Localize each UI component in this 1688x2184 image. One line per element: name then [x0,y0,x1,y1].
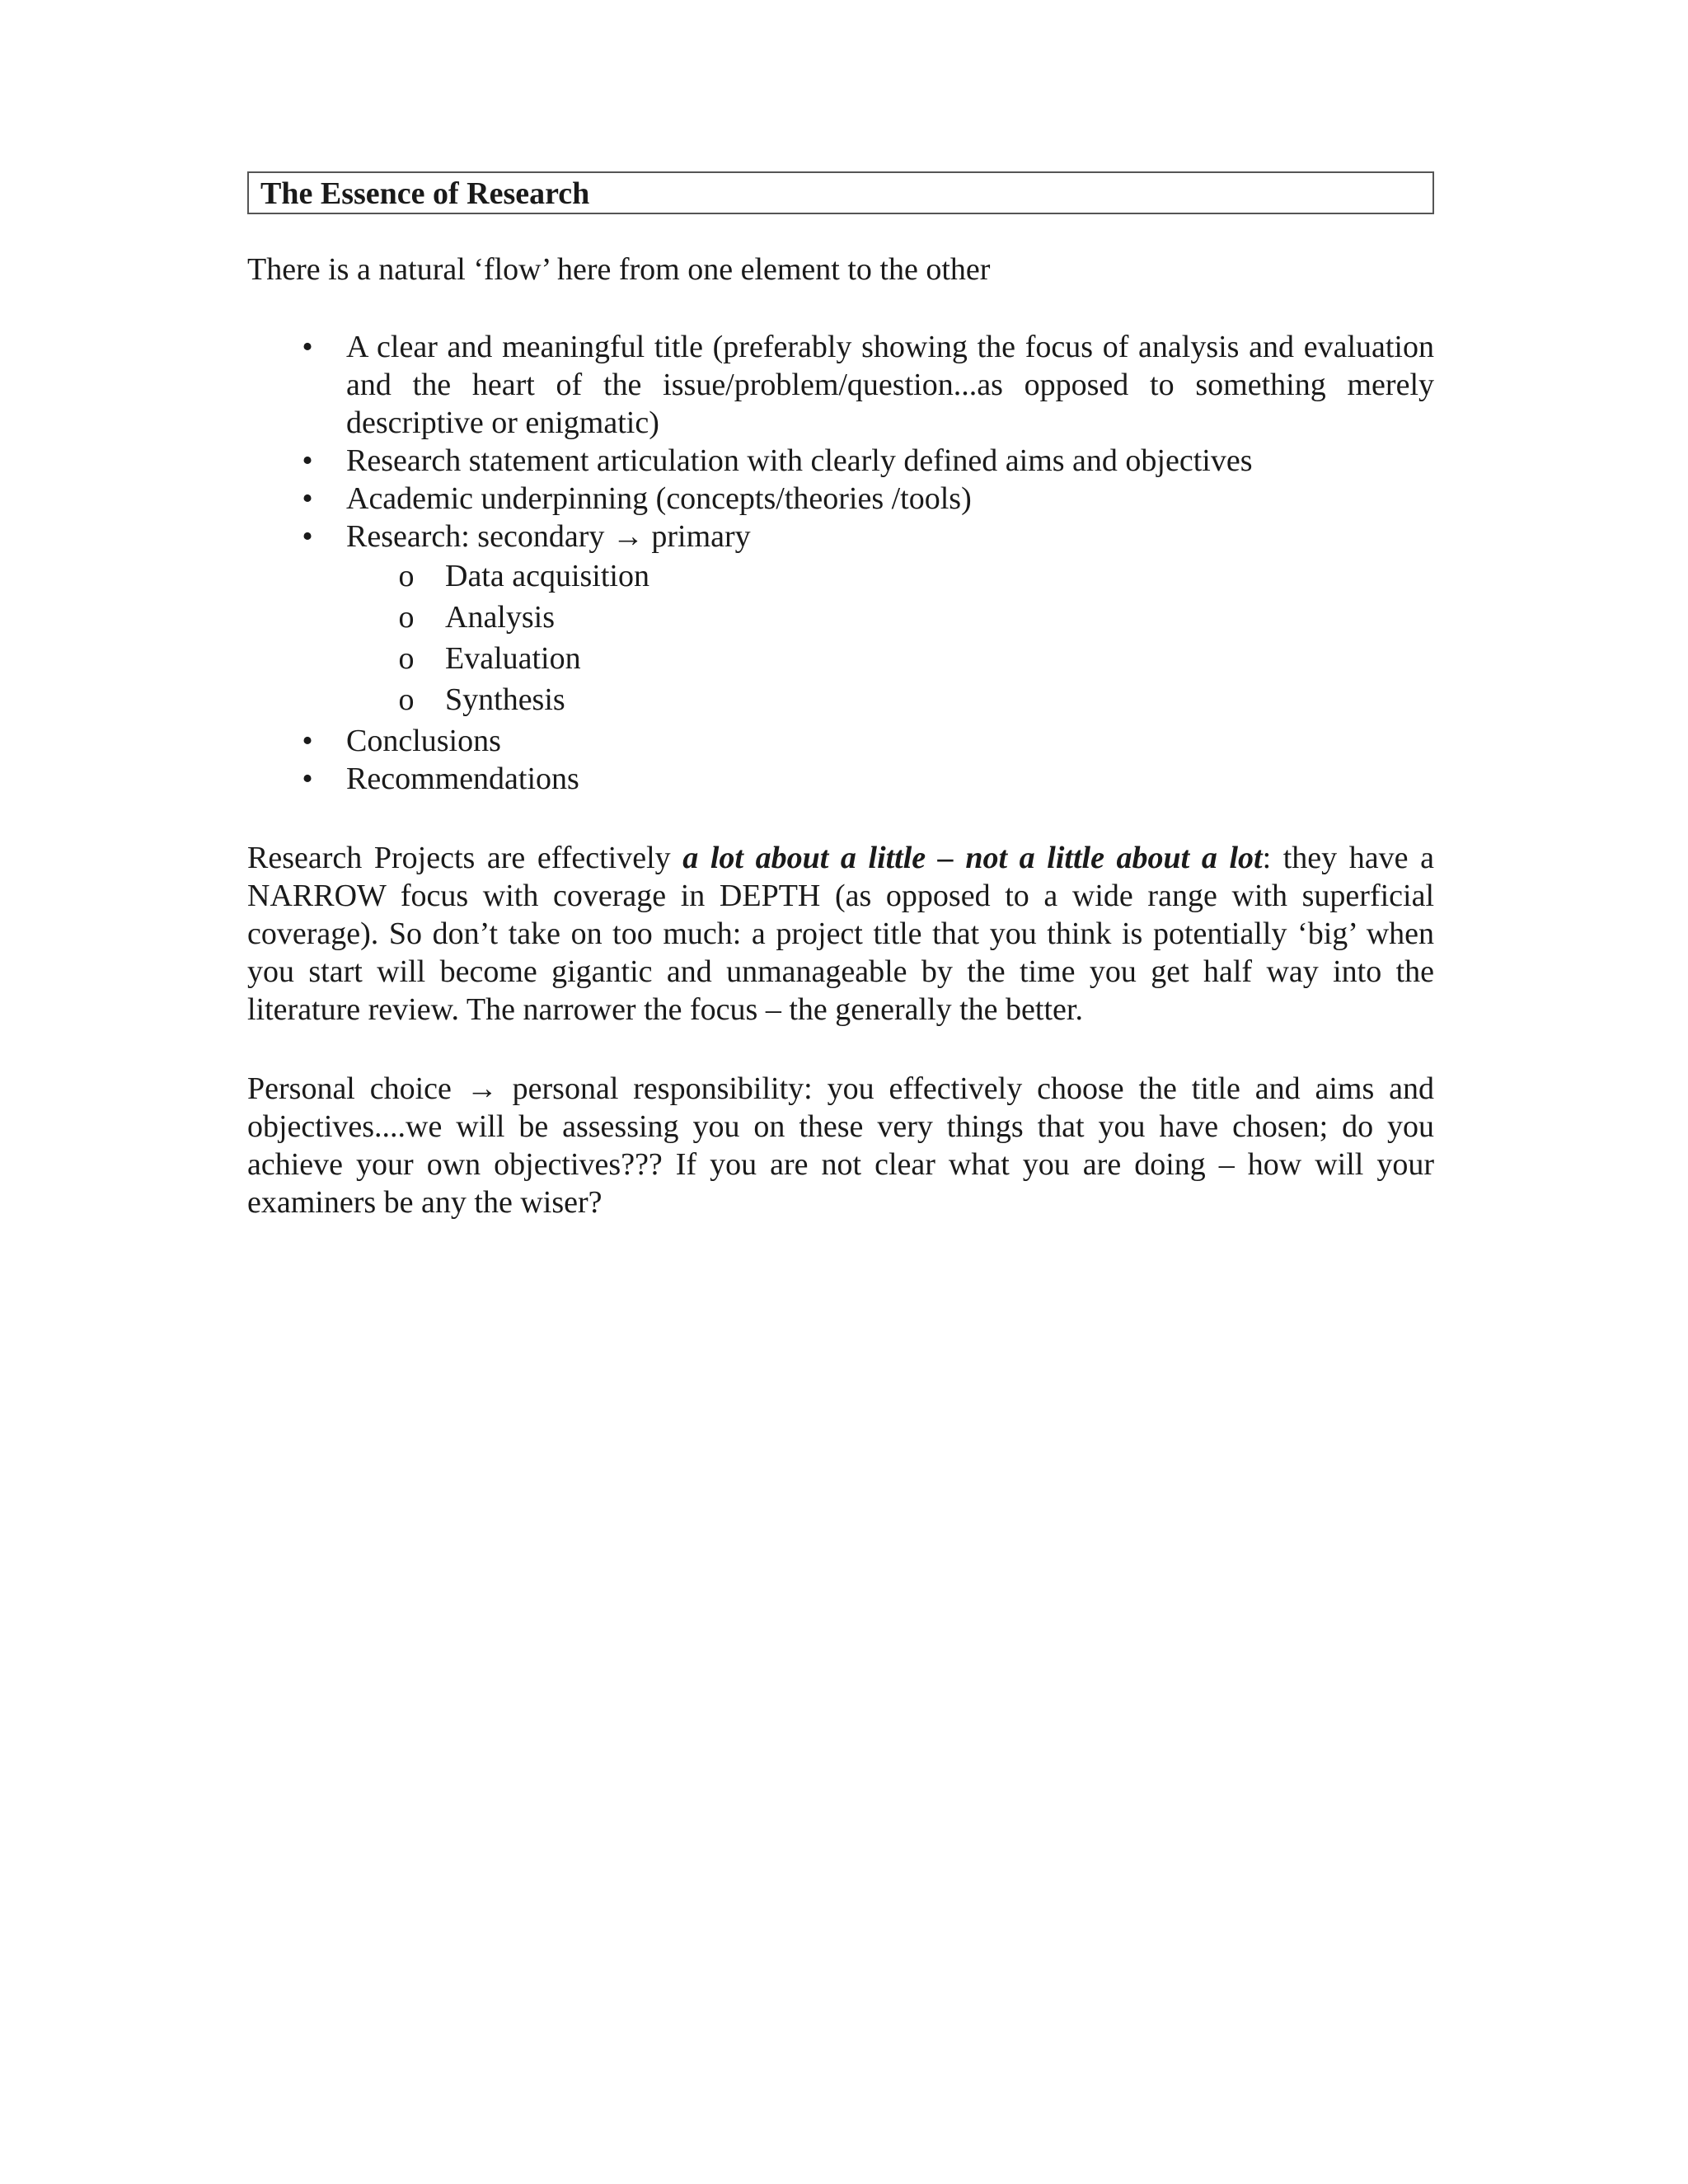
hollow-bullet-icon: o [398,600,415,635]
sub-list-item-text: Evaluation [445,641,581,676]
list-item [247,442,1434,480]
hollow-bullet-icon: o [398,641,415,676]
bullet-icon: • [302,724,313,758]
list-item [247,480,1434,518]
sub-list-item-text: Data acquisition [445,559,649,593]
list-item-text: Academic underpinning (concepts/theories /tools) [346,481,972,516]
list-item-text: A clear and meaningful title (preferably showing the focus of analysis and evaluation and the heart of the issue/problem/question...as opposed to something merely descriptive or enigmatic) [346,330,1434,440]
body-paragraph-scope [247,839,1434,1029]
bullet-icon: • [302,443,313,478]
list-item [247,328,1434,442]
hollow-bullet-icon: o [398,682,415,717]
bullet-icon: • [302,519,313,554]
hollow-bullet-icon: o [398,559,415,593]
bullet-icon: • [302,330,313,364]
bullet-icon: • [302,481,313,516]
list-item-text: Recommendations [346,762,579,796]
sub-list-item-text: Analysis [445,600,555,635]
list-item [247,518,1434,720]
emphasis-text: a lot about a little – not a little about a lot [682,841,1263,875]
sub-list-item [346,638,1434,679]
document-page [247,171,1434,1253]
body-paragraph-responsibility: Personal choice → personal responsibility: you effectively choose the title and aims and objectives....we will be assessing you on these very things that you have chosen; do you achieve your own objectives??? If you are not clear what you are doing – how will your examiners be any the wiser? [247,1071,1434,1220]
sub-list-item-text: Synthesis [445,682,565,717]
sub-list-item [346,555,1434,597]
list-item-text: Research: secondary → primary [346,519,751,554]
section-title: The Essence of Research [247,171,1434,214]
paragraph-text-start: Research Projects are effectively [247,841,683,875]
bullet-list [247,328,1434,798]
sub-list-item [346,597,1434,638]
bullet-icon: • [302,762,313,796]
paragraph-text-end: : they have a NARROW focus with coverage in DEPTH (as opposed to a wide range with superficial coverage). So don’t take on too much: a project title that you think is potentially ‘big’ when you start will become gigantic and unmanageable by the time you get half way into the literature review. The narrower the focus – the generally the better. [247,841,1434,1027]
list-item-text: Conclusions [346,724,501,758]
sub-list-item [346,679,1434,720]
list-item [247,760,1434,798]
sub-bullet-list [346,555,1434,720]
list-item-text: Research statement articulation with clearly defined aims and objectives [346,443,1253,478]
intro-text: There is a natural ‘flow’ here from one element to the other [247,252,991,287]
list-item [247,722,1434,760]
